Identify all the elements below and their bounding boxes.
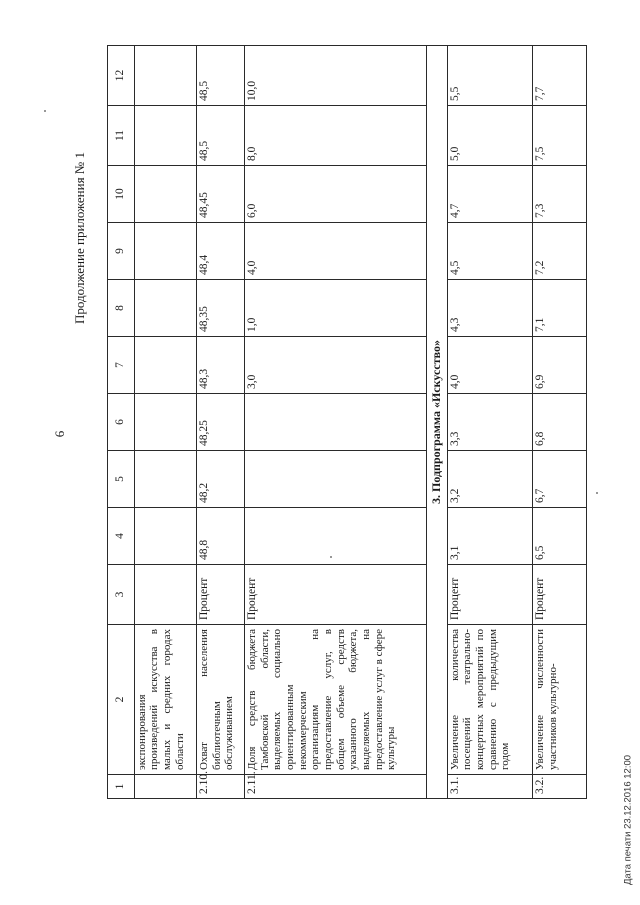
value-cell: 6,8 (533, 394, 587, 451)
indicator-name: экспонирования произведений искусства в малых и средних городах области (134, 625, 196, 775)
scan-speck (596, 492, 598, 494)
value-cell (134, 508, 196, 565)
unit-cell: Процент (196, 565, 244, 625)
subprogram-title: 3. Подпрограмма «Искусство» (427, 46, 447, 799)
continuation-title: Продолжение приложения № 1 (72, 152, 87, 324)
header-cell: 4 (108, 508, 135, 565)
value-cell (134, 280, 196, 337)
header-cell: 6 (108, 394, 135, 451)
value-cell: 7,5 (533, 106, 587, 166)
print-date: Дата печати 23.12.2016 12:00 (622, 754, 634, 886)
header-cell: 12 (108, 46, 135, 106)
value-cell: 3,3 (447, 394, 533, 451)
value-cell: 7,1 (533, 280, 587, 337)
value-cell (134, 337, 196, 394)
value-cell (245, 508, 427, 565)
value-cell: 48,2 (196, 451, 244, 508)
table-row (447, 46, 533, 799)
value-cell: 4,0 (447, 337, 533, 394)
value-cell (134, 451, 196, 508)
value-cell: 48,25 (196, 394, 244, 451)
value-cell: 7,7 (533, 46, 587, 106)
value-cell (134, 46, 196, 106)
value-cell: 5,5 (447, 46, 533, 106)
unit-cell: Процент (533, 565, 587, 625)
scan-speck (44, 110, 46, 112)
header-cell: 1 (108, 775, 135, 799)
value-cell: 6,5 (533, 508, 587, 565)
value-cell (245, 394, 427, 451)
value-cell: 48,45 (196, 166, 244, 223)
header-cell: 11 (108, 106, 135, 166)
header-cell: 2 (108, 625, 135, 775)
table-row (134, 46, 196, 799)
value-cell (134, 166, 196, 223)
value-cell: 4,3 (447, 280, 533, 337)
row-id: 3.1. (447, 775, 533, 799)
value-cell (134, 223, 196, 280)
value-cell: 4,7 (447, 166, 533, 223)
value-cell: 48,5 (196, 46, 244, 106)
header-cell: 10 (108, 166, 135, 223)
value-cell: 3,0 (245, 337, 427, 394)
header-cell: 7 (108, 337, 135, 394)
value-cell: 48,35 (196, 280, 244, 337)
value-cell: 6,0 (245, 166, 427, 223)
value-cell: 10,0 (245, 46, 427, 106)
row-id: 2.11. (245, 775, 427, 799)
table-row (245, 46, 427, 799)
unit-cell: Процент (447, 565, 533, 625)
indicator-name: Увеличение количества посещений театрально-концертных мероприятий по сравнению с предыдущим годом (447, 625, 533, 775)
indicators-table-rotated (107, 46, 587, 799)
value-cell: 48,3 (196, 337, 244, 394)
value-cell: 48,4 (196, 223, 244, 280)
indicator-name: Охват населения библиотечным обслуживанием (196, 625, 244, 775)
indicator-name: Увеличение численности участников культурно- (533, 625, 587, 775)
row-id: 2.10. (196, 775, 244, 799)
value-cell: 6,7 (533, 451, 587, 508)
unit-cell: Процент (245, 565, 427, 625)
page-number: 6 (52, 430, 67, 438)
header-cell: 3 (108, 565, 135, 625)
value-cell: 48,5 (196, 106, 244, 166)
header-cell: 5 (108, 451, 135, 508)
row-id (134, 775, 196, 799)
indicators-table (107, 45, 587, 799)
indicator-name: Доля средств бюджета Тамбовской области, выделяемых социально ориентированным некоммерческим организациям на предоставление услуг, в общем объеме средств указанного бюджета, выделяемых на предоставление услуг в сфере культуры (245, 625, 427, 775)
value-cell: 6,9 (533, 337, 587, 394)
value-cell: 4,0 (245, 223, 427, 280)
header-cell: 9 (108, 223, 135, 280)
value-cell (245, 451, 427, 508)
header-cell: 8 (108, 280, 135, 337)
value-cell (134, 394, 196, 451)
value-cell: 3,1 (447, 508, 533, 565)
value-cell: 3,2 (447, 451, 533, 508)
value-cell: 48,8 (196, 508, 244, 565)
value-cell: 7,2 (533, 223, 587, 280)
subprogram-row (427, 46, 447, 799)
value-cell: 1,0 (245, 280, 427, 337)
value-cell: 8,0 (245, 106, 427, 166)
value-cell: 7,3 (533, 166, 587, 223)
value-cell (134, 106, 196, 166)
value-cell: 5,0 (447, 106, 533, 166)
table-row (533, 46, 587, 799)
unit-cell (134, 565, 196, 625)
row-id: 3.2. (533, 775, 587, 799)
header-row (108, 46, 135, 799)
value-cell: 4,5 (447, 223, 533, 280)
table-row (196, 46, 244, 799)
